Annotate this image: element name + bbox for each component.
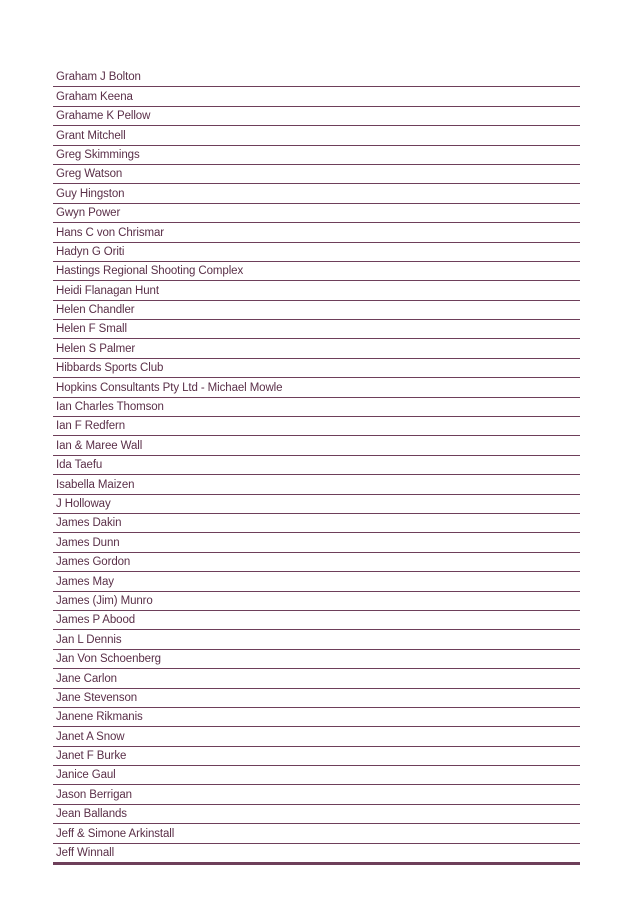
list-item-name: James May <box>56 575 114 588</box>
list-item <box>53 495 580 514</box>
list-item <box>53 747 580 766</box>
list-item-name: Hibbards Sports Club <box>56 362 164 375</box>
list-item-name: Hans C von Chrismar <box>56 226 165 239</box>
list-item-name: Helen Chandler <box>56 304 135 317</box>
list-item <box>53 611 580 630</box>
list-item <box>53 650 580 669</box>
list-item-name: Janene Rikmanis <box>56 711 143 724</box>
list-item-name: Isabella Maizen <box>56 478 135 491</box>
list-item <box>53 184 580 203</box>
list-item <box>53 87 580 106</box>
list-item <box>53 708 580 727</box>
list-item-name: Hastings Regional Shooting Complex <box>56 265 244 278</box>
list-item-name: Janet F Burke <box>56 750 127 763</box>
list-item <box>53 785 580 804</box>
list-item-name: Gwyn Power <box>56 207 121 220</box>
list-item <box>53 262 580 281</box>
list-item-name: Hopkins Consultants Pty Ltd - Michael Mowle <box>56 381 283 394</box>
list-item-name: Jane Stevenson <box>56 691 138 704</box>
list-item-name: Jane Carlon <box>56 672 117 685</box>
list-item-name: James Dakin <box>56 517 122 530</box>
list-item-name: Guy Hingston <box>56 187 125 200</box>
list-item <box>53 844 580 865</box>
list-item-name: Jan L Dennis <box>56 633 122 646</box>
list-item-name: Greg Skimmings <box>56 148 140 161</box>
list-item-name: Helen F Small <box>56 323 127 336</box>
list-item-name: Ian & Maree Wall <box>56 439 143 452</box>
list-item-name: Graham Keena <box>56 90 133 103</box>
list-item <box>53 146 580 165</box>
name-list <box>53 68 580 865</box>
list-item-name: Janice Gaul <box>56 769 116 782</box>
list-item-name: Ian Charles Thomson <box>56 401 164 414</box>
list-item <box>53 68 580 87</box>
list-item <box>53 339 580 358</box>
list-item-name: Heidi Flanagan Hunt <box>56 284 159 297</box>
list-item-name: James Dunn <box>56 536 120 549</box>
list-item <box>53 824 580 843</box>
list-item <box>53 107 580 126</box>
list-item-name: James (Jim) Munro <box>56 594 153 607</box>
list-item-name: Jason Berrigan <box>56 788 132 801</box>
list-item <box>53 533 580 552</box>
list-item-name: James Gordon <box>56 556 131 569</box>
list-item <box>53 378 580 397</box>
list-item <box>53 630 580 649</box>
list-item-name: Grahame K Pellow <box>56 110 151 123</box>
list-item-name: James P Abood <box>56 614 136 627</box>
list-item <box>53 766 580 785</box>
list-item-name: Janet A Snow <box>56 730 125 743</box>
list-item <box>53 165 580 184</box>
list-item <box>53 398 580 417</box>
list-item-name: Grant Mitchell <box>56 129 126 142</box>
list-item <box>53 553 580 572</box>
list-item <box>53 223 580 242</box>
list-item <box>53 514 580 533</box>
list-item-name: Helen S Palmer <box>56 342 136 355</box>
list-item <box>53 126 580 145</box>
list-item <box>53 281 580 300</box>
list-item-name: Jeff Winnall <box>56 847 115 860</box>
list-item <box>53 727 580 746</box>
list-item <box>53 436 580 455</box>
list-item <box>53 592 580 611</box>
list-item <box>53 359 580 378</box>
list-item <box>53 689 580 708</box>
list-item <box>53 301 580 320</box>
list-item-name: J Holloway <box>56 497 111 510</box>
list-item <box>53 572 580 591</box>
list-item <box>53 320 580 339</box>
list-item <box>53 204 580 223</box>
list-item-name: Jeff & Simone Arkinstall <box>56 827 175 840</box>
list-item <box>53 669 580 688</box>
list-item-name: Graham J Bolton <box>56 71 141 84</box>
list-item-name: Jan Von Schoenberg <box>56 653 161 666</box>
list-item <box>53 475 580 494</box>
list-item-name: Ian F Redfern <box>56 420 126 433</box>
list-item <box>53 456 580 475</box>
list-item <box>53 805 580 824</box>
list-item-name: Ida Taefu <box>56 459 103 472</box>
list-item-name: Greg Watson <box>56 168 123 181</box>
list-item-name: Hadyn G Oriti <box>56 245 125 258</box>
list-item <box>53 417 580 436</box>
list-item <box>53 243 580 262</box>
list-item-name: Jean Ballands <box>56 808 127 821</box>
